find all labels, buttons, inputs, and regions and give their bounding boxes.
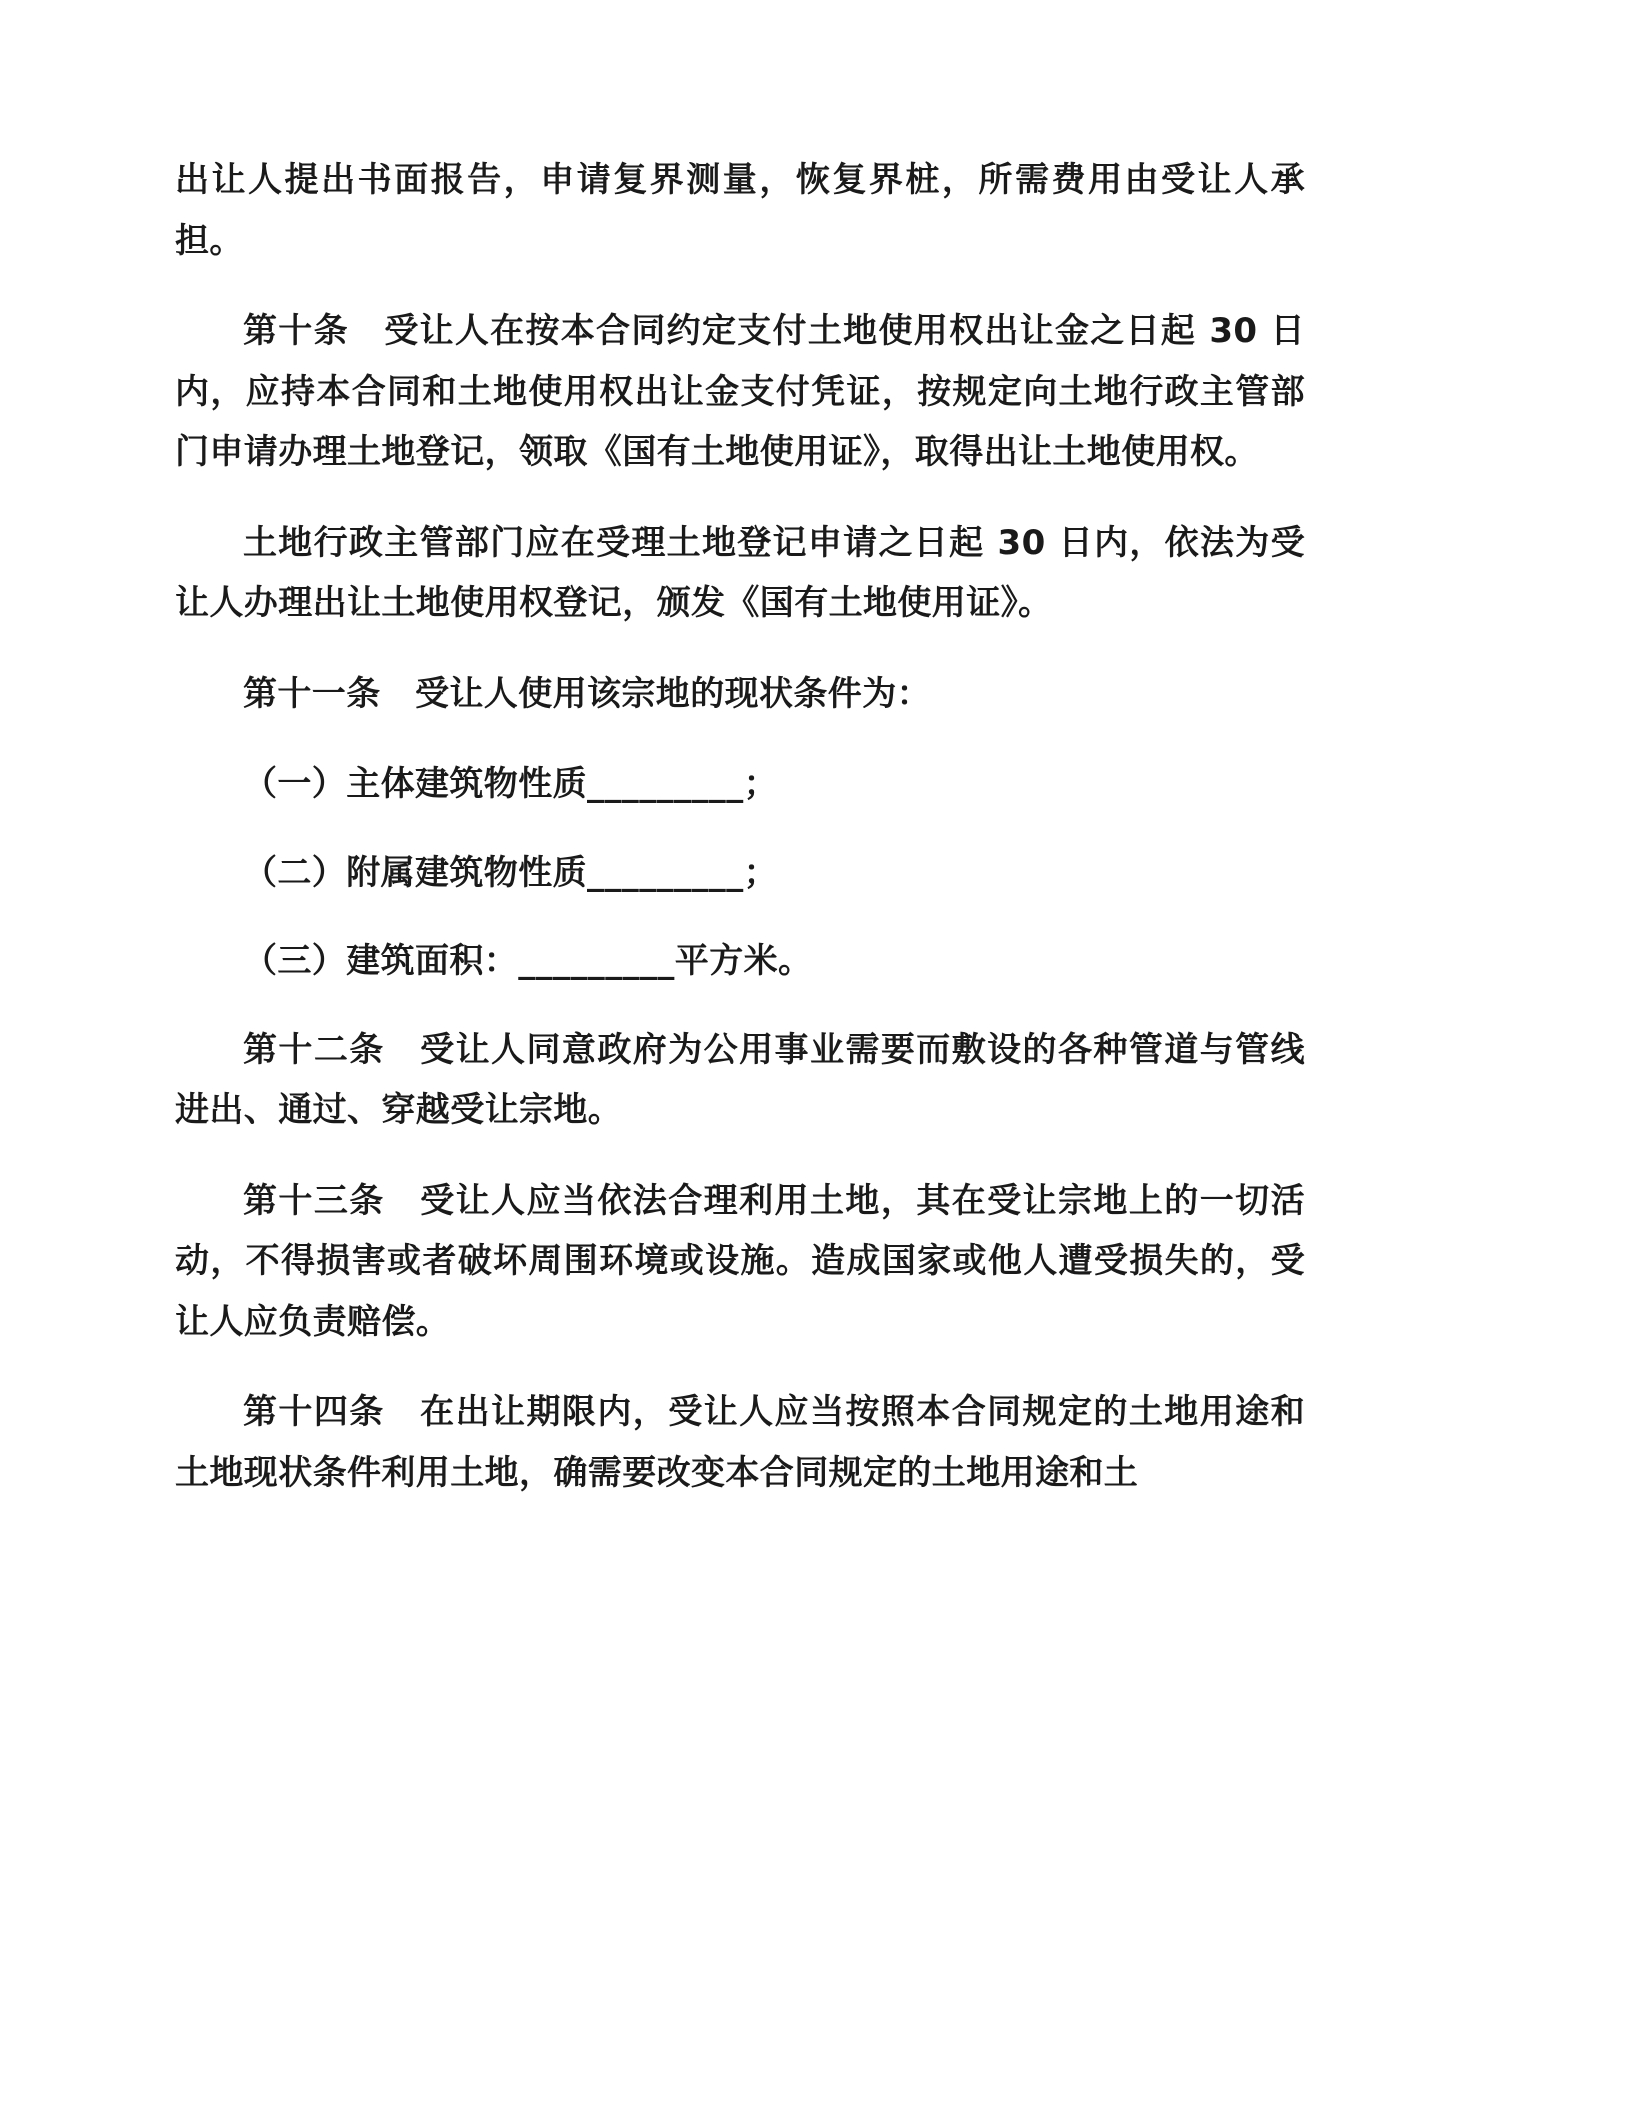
paragraph-continuation: 出让人提出书面报告，申请复界测量，恢复界桩，所需费用由受让人承担。	[175, 160, 1305, 261]
paragraph-registration: 土地行政主管部门应在受理土地登记申请之日起 30 日内，依法为受让人办理出让土地使用权登记，颁发《国有土地使用证》。	[175, 522, 1305, 624]
paragraph-article-11: 第十一条 受让人使用该宗地的现状条件为：	[243, 673, 931, 714]
list-item-3: （三）建筑面积：_________平方米。	[243, 941, 813, 982]
paragraph-article-12: 第十二条 受让人同意政府为公用事业需要而敷设的各种管道与管线进出、通过、穿越受让宗地。	[175, 1029, 1305, 1131]
paragraph-article-13: 第十三条 受让人应当依法合理利用土地，其在受让宗地上的一切活动，不得损害或者破坏周围环境或设施。造成国家或他人遭受损失的，受让人应负责赔偿。	[175, 1180, 1305, 1342]
list-item-1: （一）主体建筑物性质_________；	[243, 764, 778, 805]
document-body	[175, 150, 1305, 1503]
list-item-2: （二）附属建筑物性质_________；	[243, 852, 778, 893]
paragraph-article-10: 第十条 受让人在按本合同约定支付土地使用权出让金之日起 30 日内，应持本合同和土地使用权出让金支付凭证，按规定向土地行政主管部门申请办理土地登记，领取《国有土地使用证》，取得出让土地使用权。	[175, 311, 1305, 473]
paragraph-article-14: 第十四条 在出让期限内，受让人应当按照本合同规定的土地用途和土地现状条件利用土地，确需要改变本合同规定的土地用途和土	[175, 1392, 1305, 1493]
